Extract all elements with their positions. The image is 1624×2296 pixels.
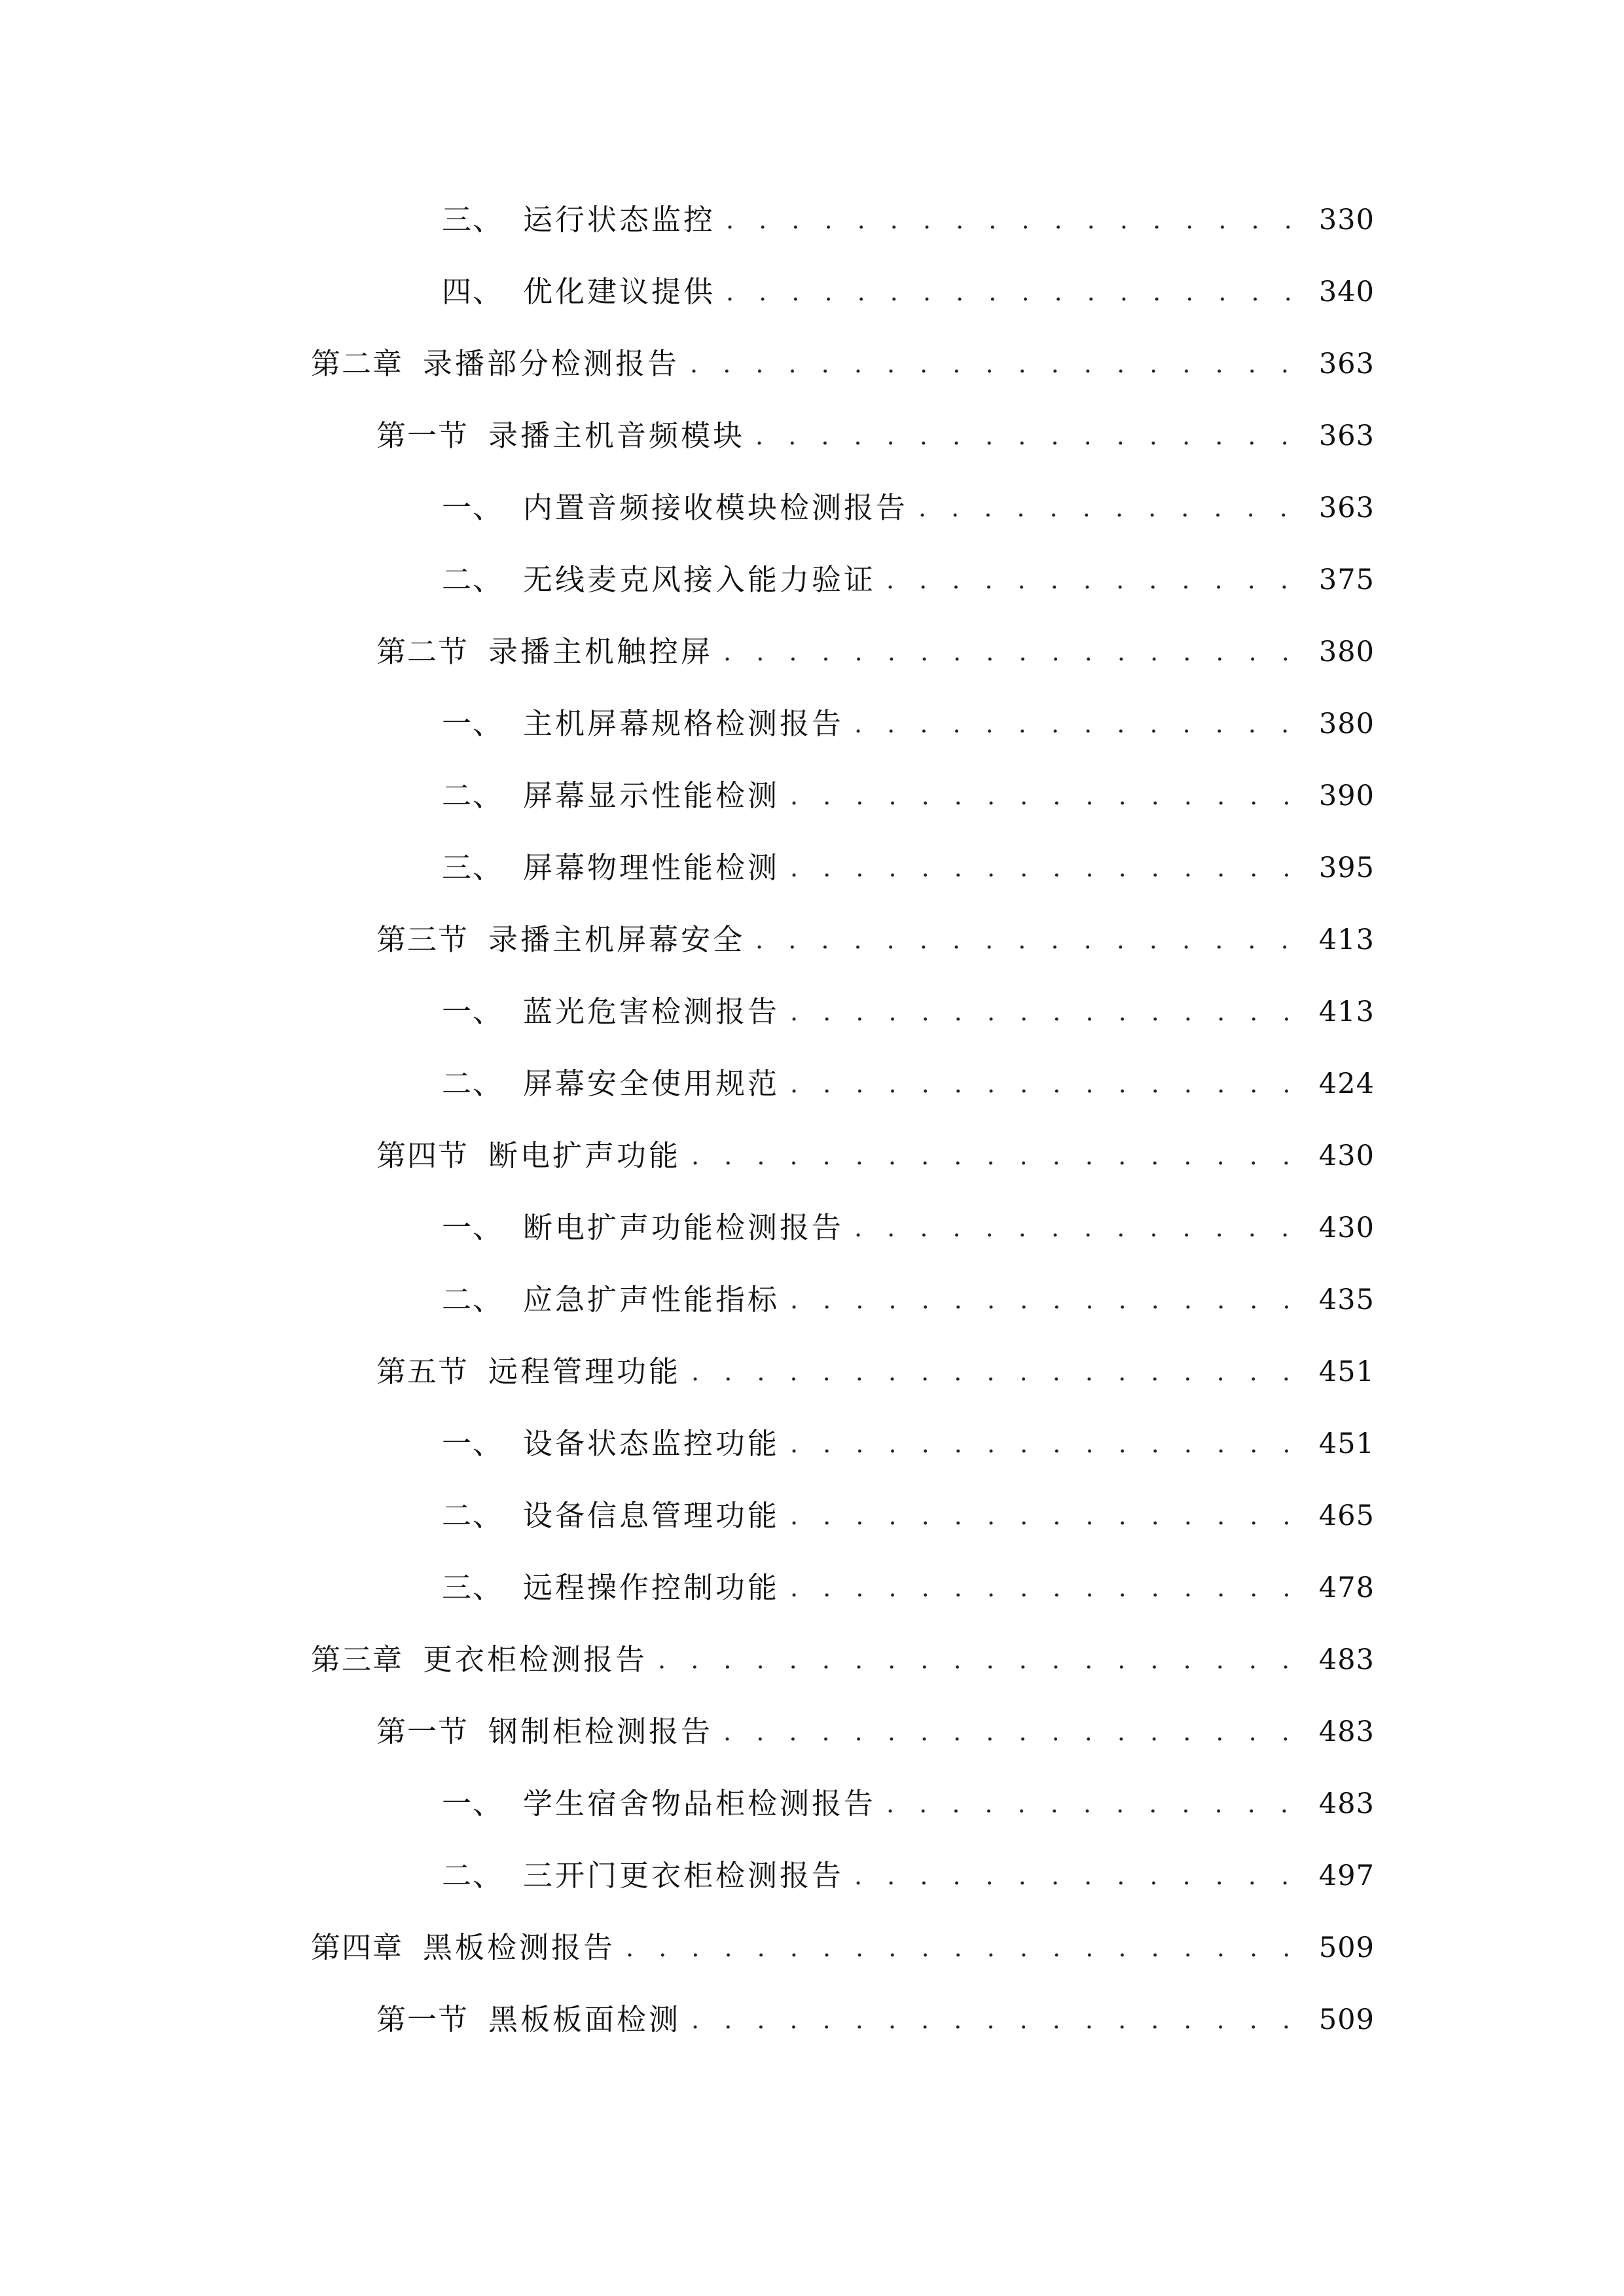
dot-leader [658, 1640, 1305, 1679]
toc-entry-title: 黑板检测报告 [423, 1930, 616, 1965]
toc-entry-title: 黑板板面检测 [488, 2002, 681, 2037]
toc-entry[interactable] [442, 1562, 1375, 1607]
toc-entry-number: 二、 [442, 1282, 504, 1317]
toc-entry[interactable] [442, 770, 1375, 816]
toc-entry-number: 第四节 [376, 1138, 469, 1173]
toc-entry-title: 蓝光危害检测报告 [523, 994, 780, 1029]
toc-entry-number: 第四章 [311, 1930, 404, 1965]
toc-entry[interactable] [376, 410, 1375, 456]
toc-entry[interactable] [376, 1346, 1375, 1391]
toc-entry-number: 三、 [442, 1570, 504, 1605]
toc-entry-page: 509 [1318, 2003, 1375, 2036]
toc-entry-page: 430 [1318, 1139, 1375, 1172]
toc-entry[interactable] [442, 1850, 1375, 1895]
toc-entry-number: 一、 [442, 1786, 504, 1821]
dot-leader [790, 1064, 1305, 1103]
toc-entry-number: 四、 [442, 274, 504, 309]
dot-leader [790, 1496, 1305, 1535]
toc-entry-number: 第二章 [311, 346, 404, 381]
toc-entry-page: 363 [1318, 348, 1375, 380]
toc-entry-number: 二、 [442, 778, 504, 813]
dot-leader [723, 632, 1305, 672]
dot-leader [854, 704, 1305, 744]
dot-leader [854, 1856, 1305, 1895]
toc-entry-title: 录播主机音频模块 [488, 418, 746, 453]
dot-leader [755, 416, 1305, 456]
toc-entry-page: 483 [1318, 1787, 1375, 1820]
toc-entry-number: 第一节 [376, 2002, 469, 2037]
toc-entry[interactable] [442, 194, 1375, 240]
toc-entry[interactable] [442, 1058, 1375, 1103]
toc-entry[interactable] [442, 1274, 1375, 1319]
toc-entry-page: 483 [1318, 1643, 1375, 1676]
dot-leader [723, 1712, 1305, 1751]
toc-entry[interactable] [376, 914, 1375, 960]
toc-entry-title: 更衣柜检测报告 [423, 1642, 648, 1677]
toc-entry-number: 一、 [442, 994, 504, 1029]
toc-entry-title: 无线麦克风接入能力验证 [523, 562, 876, 597]
toc-entry-number: 第五节 [376, 1354, 469, 1389]
toc-entry-number: 三、 [442, 850, 504, 885]
dot-leader [691, 1136, 1305, 1175]
toc-entry-title: 优化建议提供 [523, 274, 716, 309]
toc-entry-title: 学生宿舍物品柜检测报告 [523, 1786, 876, 1821]
toc-entry-page: 380 [1318, 636, 1375, 668]
toc-entry[interactable] [376, 1994, 1375, 2039]
toc-entry-title: 远程操作控制功能 [523, 1570, 780, 1605]
toc-entry[interactable] [376, 1706, 1375, 1751]
toc-entry-title: 主机屏幕规格检测报告 [523, 706, 844, 741]
toc-entry-number: 一、 [442, 490, 504, 525]
dot-leader [918, 488, 1305, 528]
toc-entry-page: 478 [1318, 1571, 1375, 1604]
toc-entry-page: 375 [1318, 564, 1375, 596]
toc-entry-number: 第一节 [376, 1714, 469, 1749]
toc-entry[interactable] [442, 1418, 1375, 1463]
toc-entry-number: 二、 [442, 1498, 504, 1533]
toc-entry-title: 远程管理功能 [488, 1354, 681, 1389]
toc-entry-number: 二、 [442, 1858, 504, 1893]
toc-entry-page: 395 [1318, 852, 1375, 884]
toc-entry[interactable] [442, 698, 1375, 744]
toc-entry-number: 第三节 [376, 922, 469, 957]
dot-leader [726, 272, 1305, 312]
toc-entry-page: 363 [1318, 420, 1375, 452]
toc-entry-title: 屏幕物理性能检测 [523, 850, 780, 885]
toc-entry-number: 第三章 [311, 1642, 404, 1677]
toc-entry-title: 录播主机触控屏 [488, 634, 713, 669]
toc-entry-number: 三、 [442, 202, 504, 237]
toc-entry-page: 430 [1318, 1211, 1375, 1244]
toc-entry-page: 413 [1318, 924, 1375, 956]
toc-entry-title: 屏幕显示性能检测 [523, 778, 780, 813]
dot-leader [690, 344, 1305, 384]
toc-entry-page: 424 [1318, 1067, 1375, 1100]
toc-entry-number: 一、 [442, 1426, 504, 1461]
toc-entry-page: 413 [1318, 996, 1375, 1028]
toc-entry-page: 435 [1318, 1283, 1375, 1316]
dot-leader [790, 992, 1305, 1031]
toc-entry-page: 330 [1318, 204, 1375, 236]
toc-entry[interactable] [442, 1490, 1375, 1535]
dot-leader [790, 1568, 1305, 1607]
toc-entry[interactable] [311, 1922, 1375, 1967]
toc-entry-number: 二、 [442, 1066, 504, 1101]
toc-entry-number: 第二节 [376, 634, 469, 669]
toc-entry[interactable] [376, 1130, 1375, 1175]
toc-entry[interactable] [442, 266, 1375, 312]
dot-leader [790, 1424, 1305, 1463]
toc-entry-page: 509 [1318, 1931, 1375, 1964]
toc-entry-number: 第一节 [376, 418, 469, 453]
toc-entry-title: 断电扩声功能 [488, 1138, 681, 1173]
toc-entry-title: 屏幕安全使用规范 [523, 1066, 780, 1101]
toc-entry-title: 三开门更衣柜检测报告 [523, 1858, 844, 1893]
toc-entry-title: 断电扩声功能检测报告 [523, 1210, 844, 1245]
toc-entry-page: 497 [1318, 1859, 1375, 1892]
toc-entry-number: 一、 [442, 706, 504, 741]
toc-entry-page: 465 [1318, 1499, 1375, 1532]
toc-entry-title: 钢制柜检测报告 [488, 1714, 713, 1749]
toc-entry-page: 390 [1318, 780, 1375, 812]
dot-leader [755, 920, 1305, 960]
toc-entry[interactable] [442, 554, 1375, 600]
dot-leader [854, 1208, 1305, 1247]
toc-entry-title: 内置音频接收模块检测报告 [523, 490, 909, 525]
dot-leader [790, 848, 1305, 888]
dot-leader [790, 776, 1305, 816]
toc-entry[interactable] [442, 986, 1375, 1031]
toc-entry[interactable] [442, 482, 1375, 528]
toc-entry-title: 设备状态监控功能 [523, 1426, 780, 1461]
toc-entry-title: 设备信息管理功能 [523, 1498, 780, 1533]
toc-entry-number: 二、 [442, 562, 504, 597]
toc-entry-title: 录播主机屏幕安全 [488, 922, 746, 957]
dot-leader [886, 560, 1305, 600]
dot-leader [790, 1280, 1305, 1319]
toc-entry-page: 483 [1318, 1715, 1375, 1748]
toc-entry-page: 340 [1318, 276, 1375, 308]
toc-entry-page: 380 [1318, 708, 1375, 740]
toc-entry[interactable] [376, 626, 1375, 672]
toc-entry[interactable] [311, 1634, 1375, 1679]
toc-entry[interactable] [442, 1778, 1375, 1823]
toc-entry-page: 451 [1318, 1427, 1375, 1460]
dot-leader [691, 2000, 1305, 2039]
dot-leader [726, 200, 1305, 240]
toc-entry[interactable] [442, 1202, 1375, 1247]
toc-entry[interactable] [442, 842, 1375, 888]
dot-leader [886, 1784, 1305, 1823]
toc-entry-title: 应急扩声性能指标 [523, 1282, 780, 1317]
toc-entry-page: 363 [1318, 492, 1375, 524]
toc-entry-number: 一、 [442, 1210, 504, 1245]
toc-entry-title: 录播部分检测报告 [423, 346, 680, 381]
toc-entry-page: 451 [1318, 1355, 1375, 1388]
dot-leader [691, 1352, 1305, 1391]
dot-leader [626, 1928, 1305, 1967]
toc-entry-title: 运行状态监控 [523, 202, 716, 237]
toc-entry[interactable] [311, 338, 1375, 384]
